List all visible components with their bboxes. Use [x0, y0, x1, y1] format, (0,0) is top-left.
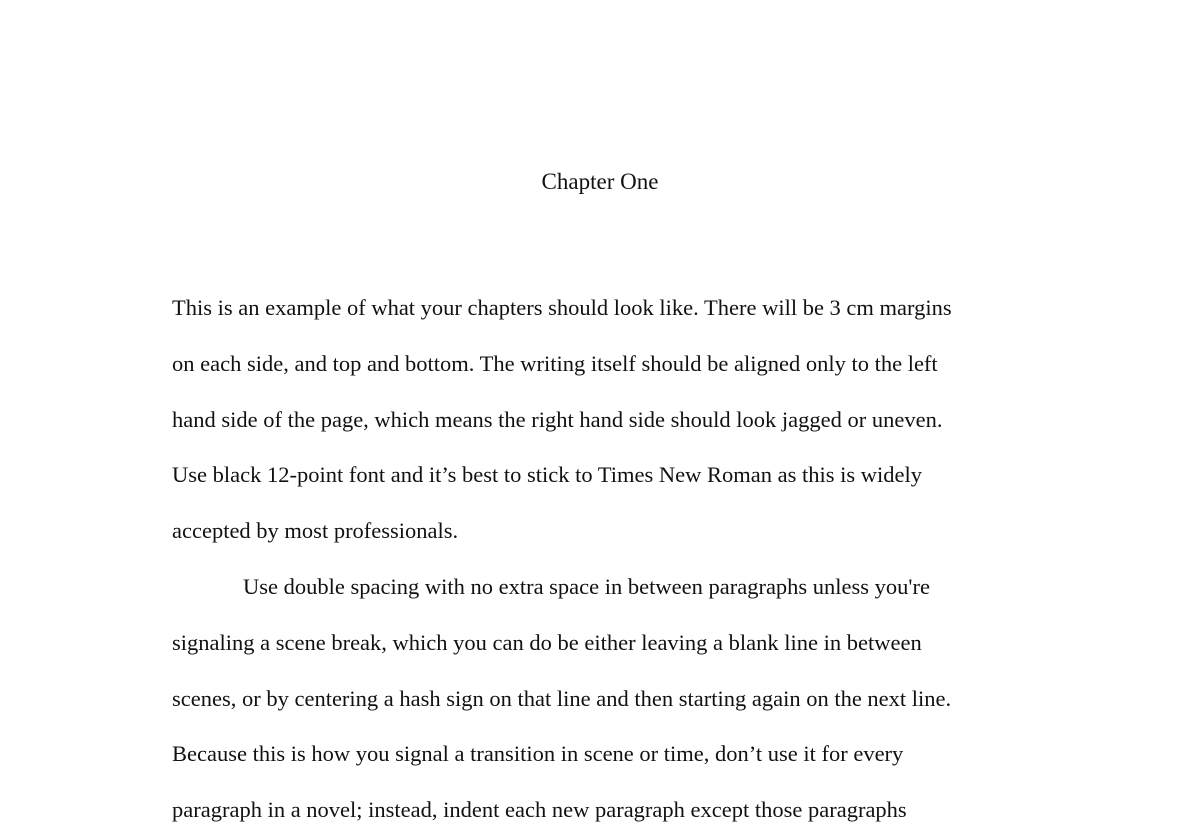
text-line: scenes, or by centering a hash sign on that line and then starting again on the next line. — [172, 685, 952, 711]
chapter-title: Chapter One — [541, 169, 659, 194]
text-line: on each side, and top and bottom. The writing itself should be aligned only to the left — [172, 350, 938, 376]
chapter-body — [172, 280, 1052, 838]
text-line: accepted by most professionals. — [172, 518, 459, 544]
text-line: Because this is how you signal a transition in scene or time, don’t use it for every — [172, 741, 904, 767]
text-line: signaling a scene break, which you can do be either leaving a blank line in between — [172, 629, 922, 655]
text-line: paragraph in a novel; instead, indent each new paragraph except those paragraphs — [172, 797, 907, 823]
text-line: hand side of the page, which means the right hand side should look jagged or uneven. — [172, 406, 943, 432]
text-line: This is an example of what your chapters should look like. There will be 3 cm margins — [172, 295, 952, 320]
text-line: Use black 12-point font and it’s best to stick to Times New Roman as this is widely — [172, 462, 922, 488]
paragraph-first-line: Use double spacing with no extra space in between paragraphs unless you're — [243, 573, 930, 599]
